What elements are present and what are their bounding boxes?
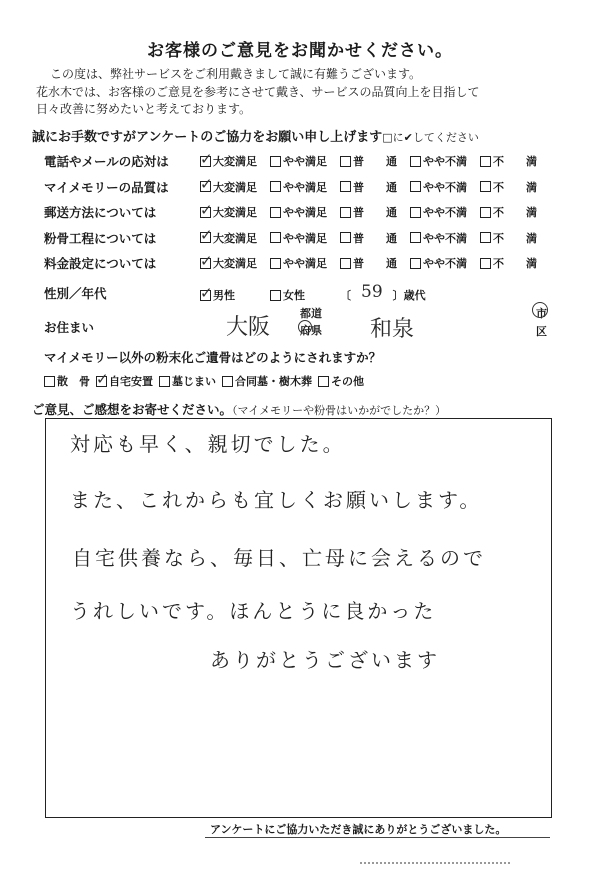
age-value: 59	[361, 282, 383, 302]
rating-row-options	[200, 200, 540, 220]
remains-checkbox[interactable]	[96, 369, 109, 388]
comment-line-5: ありがとうございます	[210, 648, 440, 672]
rating-option[interactable]	[410, 230, 480, 246]
rating-row-label: 電話やメールの応対は	[44, 154, 169, 169]
page-title: お客様のご意見をお聞かせください。	[147, 41, 453, 61]
rating-checkbox[interactable]	[340, 232, 351, 243]
survey-heading-text: 誠にお手数ですがアンケートのご協力をお願い申し上げます	[32, 130, 383, 145]
rating-option[interactable]	[480, 204, 540, 220]
rating-option-label: 普 通	[353, 180, 397, 194]
rating-checkbox[interactable]	[200, 149, 213, 168]
check-mark-icon: ✓	[200, 226, 213, 244]
gender-age-label: 性別／年代	[44, 286, 107, 301]
rating-option[interactable]	[340, 255, 410, 271]
bottom-dotted-rule	[360, 862, 510, 866]
rating-row-options	[200, 175, 540, 195]
comment-line-3: 自宅供養なら、毎日、亡母に会えるので	[72, 546, 486, 570]
rating-checkbox[interactable]	[200, 200, 213, 219]
rating-checkbox[interactable]	[270, 156, 281, 167]
gender-options	[200, 282, 426, 305]
rating-option[interactable]	[480, 179, 540, 195]
rating-option-label: やや不満	[423, 180, 467, 194]
age-bracket-close: 〕	[392, 289, 404, 302]
rating-option-label: 大変満足	[213, 180, 257, 194]
check-mark-icon: ✓	[200, 175, 213, 193]
rating-option-label: 不 満	[493, 180, 537, 194]
rating-option[interactable]	[480, 153, 540, 169]
rating-checkbox[interactable]	[270, 181, 281, 192]
gender-male-label: 男性	[213, 289, 235, 302]
rating-option[interactable]	[200, 149, 270, 169]
rating-option-label: やや不満	[423, 231, 467, 245]
address-city: 和泉	[370, 317, 415, 342]
rating-row-options	[200, 226, 540, 246]
rating-option-label: やや満足	[283, 180, 327, 194]
check-mark-icon: ✓	[96, 369, 109, 388]
gender-female-label: 女性	[283, 289, 305, 302]
check-mark-icon: ✓	[200, 283, 213, 302]
rating-option-label: やや満足	[283, 206, 327, 219]
rating-option-label: 普 通	[353, 257, 397, 270]
remains-options	[44, 369, 370, 389]
rating-option-label: やや満足	[283, 155, 327, 168]
rating-option-label: 不 満	[493, 231, 537, 245]
intro-line-3: 日々改善に努めたいと考えております。	[36, 102, 252, 116]
rating-row-label: マイメモリーの品質は	[44, 179, 169, 195]
remains-option-label: 散 骨	[57, 375, 90, 388]
remains-option[interactable]	[44, 373, 90, 389]
rating-option-label: 不 満	[493, 206, 537, 219]
rating-option[interactable]	[270, 179, 340, 195]
opinion-heading	[32, 400, 446, 418]
check-mark-icon: ✓	[200, 149, 213, 168]
rating-option[interactable]	[270, 255, 340, 271]
rating-checkbox[interactable]	[410, 232, 421, 243]
footer-thanks: アンケートにご協力いただき誠にありがとうございました。	[210, 823, 507, 836]
opinion-heading-text: ご意見、ご感想をお寄せください。	[32, 402, 233, 417]
remains-question: マイメモリー以外の粉末化ご遺骨はどのようにされますか？	[44, 350, 382, 365]
rating-option-label: やや不満	[423, 155, 467, 168]
rating-option[interactable]	[480, 230, 540, 246]
rating-option-label: 不 満	[493, 155, 537, 168]
rating-checkbox[interactable]	[480, 156, 491, 167]
gender-female-option[interactable]	[270, 285, 340, 305]
rating-option-label: やや不満	[423, 206, 467, 219]
rating-option-label: 大変満足	[213, 206, 257, 219]
rating-checkbox[interactable]	[200, 175, 213, 193]
comment-line-1: 対応も早く、親切でした。	[70, 432, 346, 456]
rating-option-label: 大変満足	[213, 257, 257, 270]
comment-line-2: また、これからも宜しくお願いします。	[70, 488, 483, 512]
gender-male-checkbox[interactable]	[200, 283, 213, 302]
age-bracket-open: 〔	[340, 289, 351, 302]
rating-option[interactable]	[340, 204, 410, 220]
remains-checkbox[interactable]	[222, 376, 233, 387]
rating-checkbox[interactable]	[340, 156, 351, 167]
address-fuken: 府県	[300, 324, 322, 337]
remains-checkbox[interactable]	[318, 376, 329, 387]
rating-option[interactable]	[410, 204, 480, 220]
gender-female-checkbox[interactable]	[270, 290, 281, 301]
rating-checkbox[interactable]	[410, 156, 421, 167]
rating-option-label: やや満足	[283, 231, 327, 245]
rating-option[interactable]	[410, 179, 480, 195]
rating-option[interactable]	[410, 255, 480, 271]
rating-checkbox[interactable]	[480, 232, 491, 243]
remains-option[interactable]	[222, 373, 312, 389]
rating-option-label: 大変満足	[213, 155, 257, 168]
address-todo: 都道	[300, 307, 322, 320]
age-field[interactable]	[340, 282, 426, 305]
remains-option-label: その他	[331, 375, 364, 388]
rating-checkbox[interactable]	[200, 226, 213, 244]
address-ku: 区	[536, 325, 547, 338]
remains-option-label: 墓じまい	[172, 375, 216, 388]
opinion-hint: （マイメモリーや粉骨はいかがでしたか？）	[232, 404, 447, 417]
rating-checkbox[interactable]	[480, 258, 491, 269]
survey-hint: □に✔してください	[382, 131, 479, 144]
rating-checkbox[interactable]	[340, 258, 351, 269]
rating-checkbox[interactable]	[340, 207, 351, 218]
rating-option[interactable]	[480, 255, 540, 271]
check-mark-icon: ✓	[200, 200, 213, 219]
rating-checkbox[interactable]	[200, 251, 213, 270]
rating-option-label: やや満足	[283, 257, 327, 270]
rating-option[interactable]	[340, 153, 410, 169]
rating-option-label: 大変満足	[213, 231, 257, 245]
remains-option[interactable]	[318, 373, 364, 389]
rating-option-label: 普 通	[353, 155, 397, 168]
rating-checkbox[interactable]	[270, 232, 281, 243]
rating-option[interactable]	[340, 230, 410, 246]
rating-row-options	[200, 149, 540, 169]
rating-checkbox[interactable]	[480, 207, 491, 218]
rating-row-options	[200, 251, 540, 271]
survey-heading	[32, 126, 479, 145]
rating-option[interactable]	[270, 204, 340, 220]
gender-male-option[interactable]	[200, 285, 270, 305]
rating-row-label: 粉骨工程については	[44, 230, 157, 246]
rating-option-label: やや不満	[423, 257, 467, 270]
rating-option[interactable]	[270, 230, 340, 246]
rating-option[interactable]	[340, 179, 410, 195]
footer-rule	[205, 837, 550, 838]
intro-line-2: 花水木では、お客様のご意見を参考にさせて戴き、サービスの品質向上を目指して	[36, 85, 480, 99]
city-circle-mark	[532, 302, 548, 318]
rating-option[interactable]	[200, 175, 270, 195]
remains-checkbox[interactable]	[159, 376, 170, 387]
rating-option[interactable]	[200, 251, 270, 271]
remains-option[interactable]	[96, 369, 153, 389]
address-prefecture: 大阪	[226, 315, 271, 340]
remains-option-label: 合同墓・樹木葬	[235, 375, 312, 388]
rating-option-label: 普 通	[353, 231, 397, 245]
rating-checkbox[interactable]	[410, 258, 421, 269]
remains-option-label: 自宅安置	[109, 375, 153, 388]
comment-line-4: うれしいです。ほんとうに良かった	[70, 599, 437, 623]
address-label: お住まい	[44, 320, 95, 335]
rating-option-label: 不 満	[493, 257, 537, 270]
address-shi: 市	[536, 307, 547, 320]
rating-row-label: 郵送方法については	[44, 205, 157, 220]
rating-checkbox[interactable]	[410, 181, 421, 192]
rating-checkbox[interactable]	[410, 207, 421, 218]
check-mark-icon: ✓	[200, 251, 213, 270]
rating-checkbox[interactable]	[270, 207, 281, 218]
rating-option[interactable]	[270, 153, 340, 169]
prefecture-circle-mark	[298, 320, 312, 334]
rating-option[interactable]	[200, 226, 270, 246]
rating-checkbox[interactable]	[270, 258, 281, 269]
remains-option[interactable]	[159, 373, 216, 389]
rating-option[interactable]	[410, 153, 480, 169]
rating-row-label: 料金設定については	[44, 256, 157, 271]
intro-line-1: この度は、弊社サービスをご利用戴きまして誠に有難うございます。	[50, 67, 422, 81]
rating-checkbox[interactable]	[480, 181, 491, 192]
age-suffix: 歳代	[403, 289, 426, 302]
rating-option[interactable]	[200, 200, 270, 220]
rating-checkbox[interactable]	[340, 181, 351, 192]
rating-option-label: 普 通	[353, 206, 397, 219]
remains-checkbox[interactable]	[44, 376, 55, 387]
